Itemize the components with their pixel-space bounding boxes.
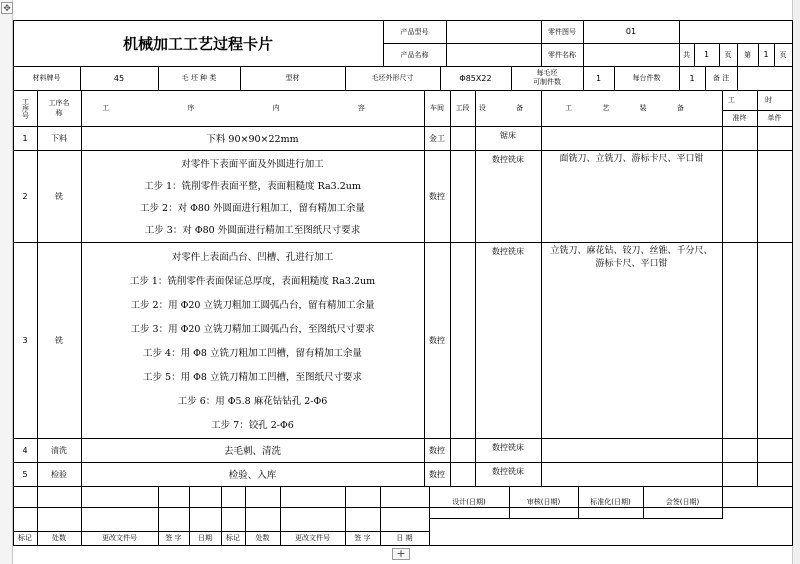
revision-label: 更改文件号 [102,534,137,542]
op-content-line: 工步 6：用 Φ5.8 麻花钻钻孔 2-Φ6 [177,396,328,407]
part-no-value: 01 [625,27,637,36]
op-workshop: 数控 [429,335,445,345]
op-section [450,126,475,150]
op-content [81,462,424,486]
part-no-label: 零件图号 [548,27,576,36]
op-name: 检验 [51,469,67,479]
revision-label: 签 字 [354,534,371,542]
revision-label: 标记 [226,534,240,542]
op-tooling [541,151,722,168]
product-name-value [446,43,541,66]
per-blank-label [511,66,583,90]
op-content-line: 下料 90×90×22mm [206,134,299,145]
op-tooling-line: 游标卡尺、平口钳 [595,259,668,269]
op-content-line: 检验、入库 [228,470,277,481]
material-grade-label: 材料牌号 [32,74,61,82]
op-content-line: 工步 2：用 Φ20 立铣刀粗加工圆弧凸台，留有精加工余量 [130,300,375,311]
header-name: 工序名称 [48,99,70,117]
per-unit-label: 每台件数 [632,74,661,82]
grid-line [722,90,723,463]
product-name-label: 产品名称 [400,50,429,59]
revision-label: 日 期 [396,534,413,542]
part-name-value [583,43,679,66]
add-row-button[interactable]: + [392,548,410,560]
page-label: 第 [744,50,751,59]
product-model-label: 产品型号 [400,27,429,36]
op-equipment: 数控铣床 [492,154,524,164]
blank-type-value: 型材 [285,74,300,82]
op-tooling [541,243,722,273]
op-seq: 5 [22,469,28,479]
product-model-value [446,20,541,43]
header-section: 工段 [455,104,470,112]
op-seq: 2 [22,191,28,201]
grid-line [475,90,476,463]
op-seq: 4 [22,445,28,455]
op-content-line: 对零件上表面凸台、凹槽、孔进行加工 [171,252,334,263]
header-equipment: 设 备 [478,104,538,112]
grid-line [792,20,793,546]
grid-line [429,518,723,519]
revision-label: 处数 [255,534,270,542]
revision-label: 日期 [198,534,212,542]
card-title: 机械加工工艺过程卡片 [122,34,273,53]
op-tooling-line: 面铣刀、立铣刀、游标卡尺、平口钳 [559,154,704,164]
signoff-design-label: 设计(日期) [452,498,486,506]
total-pages-value: 1 [703,50,710,59]
op-content-line: 工步 3：用 Φ20 立铣刀精加工圆弧凸台，至图纸尺寸要求 [130,324,375,335]
table-move-handle-icon[interactable]: ✥ [1,2,13,14]
blank-size-value: Φ85X22 [459,73,492,83]
part-name-label: 零件名称 [548,50,576,59]
blank-size-label: 毛坯外形尺寸 [371,74,414,82]
op-content-line: 去毛刺、清洗 [223,446,281,457]
op-section [450,150,475,242]
page-margin-right [792,0,800,564]
per-blank-value: 1 [595,73,602,83]
op-content-line: 工步 1：铣削零件表面平整，表面粗糙度 Ra3.2um [144,181,361,192]
grid-line [757,462,758,487]
op-workshop: 数控 [429,469,445,479]
op-content [81,152,424,240]
op-name: 铣 [55,191,63,201]
header-unit: 单件 [767,114,782,122]
op-workshop: 数控 [429,191,445,201]
per-unit-value: 1 [689,73,695,83]
revision-label: 更改文件号 [295,534,330,542]
op-tooling-line: 立铣刀、麻花钻、铰刀、丝锥、千分尺、 [550,246,713,256]
material-grade-value: 45 [113,73,125,83]
signoff-countersign-label: 会签(日期) [665,498,700,506]
revision-label: 标记 [18,534,32,542]
header-tooling: 工 艺 装 备 [565,104,698,112]
header-hours: 工 时 [727,96,787,104]
op-name: 铣 [55,335,63,345]
op-content [81,126,424,150]
op-seq: 1 [22,133,28,143]
remarks-value [737,66,792,90]
per-blank-label-line-2: 可制件数 [533,78,561,86]
header-content: 工 序 内 容 [102,104,403,112]
total-label: 共 [683,50,690,59]
blank-type-label: 毛 坯 种 类 [181,74,217,82]
grid-line [541,90,542,463]
op-content-line: 工步 5：用 Φ8 立铣刀精加工凹槽，至图纸尺寸要求 [143,372,362,383]
op-content-line: 工步 7：铰孔 2-Φ6 [211,420,294,431]
op-workshop: 金工 [429,133,445,143]
revision-label: 签 字 [165,534,182,542]
grid-line [757,90,758,463]
op-name: 下料 [51,133,67,143]
signoff-standard-label: 标准化(日期) [590,498,631,506]
op-equipment: 锯床 [500,130,516,140]
header-workshop: 车间 [430,104,444,112]
op-content [81,244,424,436]
op-content [81,438,424,462]
op-content-line: 工步 3：对 Φ80 外圆面进行精加工至图纸尺寸要求 [144,225,361,236]
op-equipment: 数控铣床 [492,246,524,256]
header-prep: 准终 [732,114,747,122]
header-seq: 工序号 [21,97,30,119]
op-content-line: 工步 4：用 Φ8 立铣刀粗加工凹槽，留有精加工余量 [143,348,362,359]
op-section [450,242,475,438]
grid-line [541,462,542,487]
op-equipment: 数控铣床 [492,466,524,476]
grid-line [13,545,793,546]
remarks-label: 备 注 [712,74,730,82]
op-workshop: 数控 [429,445,445,455]
per-blank-label-line-1: 每毛坯 [536,69,558,77]
op-equipment: 数控铣床 [492,442,524,452]
op-content-line: 对零件下表面平面及外圆进行加工 [181,159,324,170]
revision-label: 处数 [52,534,66,542]
page-margin-left [0,0,13,564]
op-section [450,462,475,486]
grid-line [722,486,723,519]
op-seq: 3 [22,335,28,345]
op-content-line: 工步 2：对 Φ80 外圆面进行粗加工，留有精加工余量 [140,203,365,214]
op-section [450,438,475,462]
grid-line [722,462,723,487]
op-content-line: 工步 1：铣削零件表面保证总厚度，表面粗糙度 Ra3.2um [129,276,376,287]
page-no-value: 1 [763,50,769,59]
page-unit-label: 页 [724,50,732,59]
signoff-review-label: 审核(日期) [526,498,561,506]
page-unit-label-2: 页 [779,50,787,59]
op-name: 清洗 [51,445,67,455]
